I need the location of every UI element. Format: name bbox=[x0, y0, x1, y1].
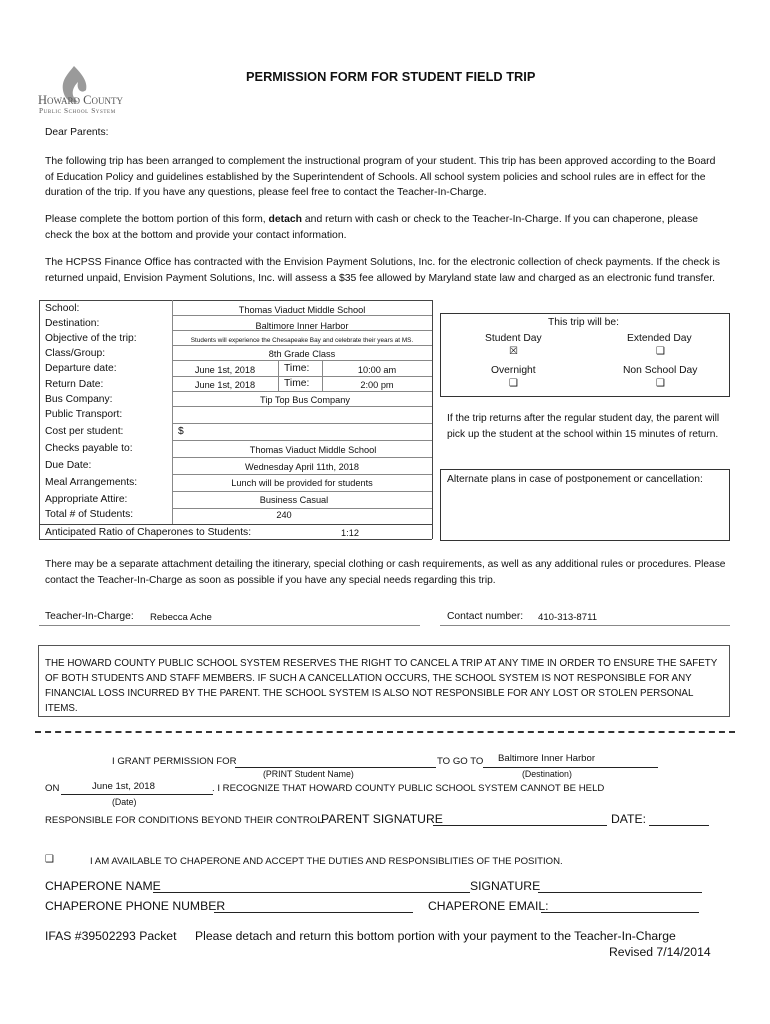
grant-label: I GRANT PERMISSION FOR bbox=[112, 756, 237, 767]
recognize-text: . I RECOGNIZE THAT HOWARD COUNTY PUBLIC SCHOOL SYSTEM CANNOT BE HELD bbox=[212, 783, 605, 794]
chaperone-checkbox[interactable]: ❑ bbox=[45, 854, 54, 865]
non-school-day-label: Non School Day bbox=[623, 365, 698, 376]
meal-label: Meal Arrangements: bbox=[45, 477, 138, 488]
instructions-detach: detach bbox=[268, 214, 303, 225]
page-title: PERMISSION FORM FOR STUDENT FIELD TRIP bbox=[246, 69, 536, 84]
attachment-note: There may be a separate attachment detailing the itinerary, special clothing or cash requirements, as well as any additional rules or procedures. Please contact the Teacher-In-Charge as soon as possible if you have any special needs regarding this trip. bbox=[45, 559, 726, 586]
contact-label: Contact number: bbox=[447, 611, 524, 622]
overnight-label: Overnight bbox=[491, 365, 536, 376]
total-label: Total # of Students: bbox=[45, 509, 134, 520]
chaperone-name-line[interactable] bbox=[153, 892, 470, 893]
trip-type-heading: This trip will be: bbox=[548, 317, 619, 328]
checks-label: Checks payable to: bbox=[45, 443, 133, 454]
chaperone-name-label: CHAPERONE NAME bbox=[45, 879, 161, 893]
student-day-label: Student Day bbox=[485, 333, 542, 344]
parent-signature-line[interactable] bbox=[433, 825, 607, 826]
intro-paragraph: The following trip has been arranged to complement the instructional program of your student. This trip has been approved according to the Board of Education Policy and guidelines established by the Superintendent of Schools. All school system policies and school rules are in effect for the duration of the trip. If you have any questions, please feel free to contact the Teacher-In-Charge. bbox=[45, 156, 716, 198]
total-value[interactable]: 240 bbox=[276, 510, 292, 520]
objective-value[interactable]: Students will experience the Chesapeake Bay and celebrate their years at MS. bbox=[190, 337, 414, 344]
chaperone-availability: I AM AVAILABLE TO CHAPERONE AND ACCEPT THE DUTIES AND RESPONSIBLITIES OF THE POSITION. bbox=[90, 856, 563, 867]
revised-date: Revised 7/14/2014 bbox=[609, 945, 711, 959]
chaperone-email-line[interactable] bbox=[541, 912, 699, 913]
departure-time-label: Time: bbox=[284, 363, 310, 374]
slip-destination[interactable]: Baltimore Inner Harbor bbox=[498, 753, 596, 764]
destination-value[interactable]: Baltimore Inner Harbor bbox=[255, 321, 349, 331]
on-label: ON bbox=[45, 783, 60, 794]
disclaimer-text: THE HOWARD COUNTY PUBLIC SCHOOL SYSTEM RESERVES THE RIGHT TO CANCEL A TRIP AT ANY TIME IN ORDER TO ENSURE THE SAFETY OF BOTH STUDENTS AND STAFF MEMBERS. IF SUCH A CANCELLATION OCCURS, THE SCHOOL SYSTEM IS NOT RESPONSIBLE FOR ANY FINANCIAL LOSS INCURRED BY THE PARENT. THE SCHOOL SYSTEM IS ALSO NOT RESPONSIBLE FOR ANY LOST OR STOLEN PERSONAL ITEMS. bbox=[45, 658, 718, 714]
return-label: Return Date: bbox=[45, 379, 104, 390]
chaperone-signature-line[interactable] bbox=[538, 892, 702, 893]
chaperone-email-label: CHAPERONE EMAIL: bbox=[428, 899, 549, 913]
student-day-checkbox[interactable]: ☒ bbox=[509, 346, 518, 357]
detach-instructions: Please detach and return this bottom portion with your payment to the Teacher-In-Charge bbox=[195, 929, 676, 943]
return-note: If the trip returns after the regular student day, the parent will pick up the student at the school within 15 minutes of return. bbox=[447, 413, 720, 440]
return-time-value[interactable]: 2:00 pm bbox=[360, 380, 394, 390]
objective-label: Objective of the trip: bbox=[45, 333, 137, 344]
finance-paragraph: The HCPSS Finance Office has contracted with the Envision Payment Solutions, Inc. for the electronic collection of check payments. If the check is returned unpaid, Envision Payment Solutions, Inc. will assess a $35 fee allowed by Maryland state law and charged as an electronic fund transfer. bbox=[45, 257, 720, 284]
departure-date-value[interactable]: June 1st, 2018 bbox=[194, 365, 256, 375]
due-value[interactable]: Wednesday April 11th, 2018 bbox=[244, 462, 360, 472]
attire-value[interactable]: Business Casual bbox=[259, 495, 329, 505]
hcpss-logo bbox=[36, 66, 136, 118]
return-date-value[interactable]: June 1st, 2018 bbox=[194, 380, 256, 390]
departure-time-value[interactable]: 10:00 am bbox=[357, 365, 397, 375]
salutation: Dear Parents: bbox=[45, 127, 109, 138]
ratio-label: Anticipated Ratio of Chaperones to Students: bbox=[45, 527, 252, 538]
logo-line2: Public School System bbox=[39, 107, 116, 115]
bus-value[interactable]: Tip Top Bus Company bbox=[260, 395, 350, 405]
responsible-text: RESPONSIBLE FOR CONDITIONS BEYOND THEIR CONTROL. bbox=[45, 815, 326, 826]
school-label: School: bbox=[45, 303, 80, 314]
parent-date-line[interactable] bbox=[649, 825, 709, 826]
alternate-plans-label: Alternate plans in case of postponement or cancellation: bbox=[447, 474, 703, 485]
overnight-checkbox[interactable]: ❑ bbox=[509, 378, 518, 389]
date-caption: (Date) bbox=[112, 797, 137, 807]
non-school-day-checkbox[interactable]: ❑ bbox=[656, 378, 665, 389]
return-time-label: Time: bbox=[284, 378, 310, 389]
parent-signature-label: PARENT SIGNATURE bbox=[321, 812, 443, 826]
signature-label: SIGNATURE bbox=[470, 879, 541, 893]
print-name-caption: (PRINT Student Name) bbox=[263, 769, 354, 779]
logo-line1: Howard County bbox=[38, 93, 123, 107]
extended-day-checkbox[interactable]: ❑ bbox=[656, 346, 665, 357]
trip-type-box bbox=[440, 313, 730, 397]
contact-number[interactable]: 410-313-8711 bbox=[538, 612, 598, 623]
class-label: Class/Group: bbox=[45, 348, 106, 359]
cost-value[interactable]: $ bbox=[178, 426, 184, 437]
go-to-label: TO GO TO bbox=[437, 756, 484, 767]
class-value[interactable]: 8th Grade Class bbox=[268, 349, 336, 359]
teacher-name[interactable]: Rebecca Ache bbox=[150, 612, 212, 623]
instructions-before: Please complete the bottom portion of this form, bbox=[45, 214, 269, 225]
disclaimer-box bbox=[38, 645, 730, 717]
destination-caption: (Destination) bbox=[522, 769, 572, 779]
transport-label: Public Transport: bbox=[45, 409, 123, 420]
departure-label: Departure date: bbox=[45, 363, 117, 374]
parent-date-label: DATE: bbox=[611, 812, 646, 826]
chaperone-phone-line[interactable] bbox=[214, 912, 413, 913]
cost-label: Cost per student: bbox=[45, 426, 124, 437]
school-value[interactable]: Thomas Viaduct Middle School bbox=[238, 305, 366, 315]
instructions-after: and return with cash or check to the Teacher-In-Charge. If you can chaperone, please check the box at the bottom and provide your contact information. bbox=[45, 214, 699, 241]
bus-label: Bus Company: bbox=[45, 394, 113, 405]
chaperone-phone-label: CHAPERONE PHONE NUMBER bbox=[45, 899, 226, 913]
checks-value[interactable]: Thomas Viaduct Middle School bbox=[249, 445, 377, 455]
due-label: Due Date: bbox=[45, 460, 92, 471]
detach-line bbox=[35, 731, 735, 733]
instructions-paragraph bbox=[45, 212, 725, 243]
ifas-number: IFAS #39502293 Packet bbox=[45, 929, 177, 943]
teacher-label: Teacher-In-Charge: bbox=[45, 611, 134, 622]
destination-label: Destination: bbox=[45, 318, 100, 329]
attire-label: Appropriate Attire: bbox=[45, 494, 128, 505]
alternate-plans-box bbox=[440, 469, 730, 541]
student-name-line[interactable] bbox=[235, 767, 436, 768]
extended-day-label: Extended Day bbox=[627, 333, 692, 344]
ratio-value[interactable]: 1:12 bbox=[341, 528, 359, 538]
slip-date[interactable]: June 1st, 2018 bbox=[92, 781, 155, 792]
meal-value[interactable]: Lunch will be provided for students bbox=[231, 478, 373, 488]
